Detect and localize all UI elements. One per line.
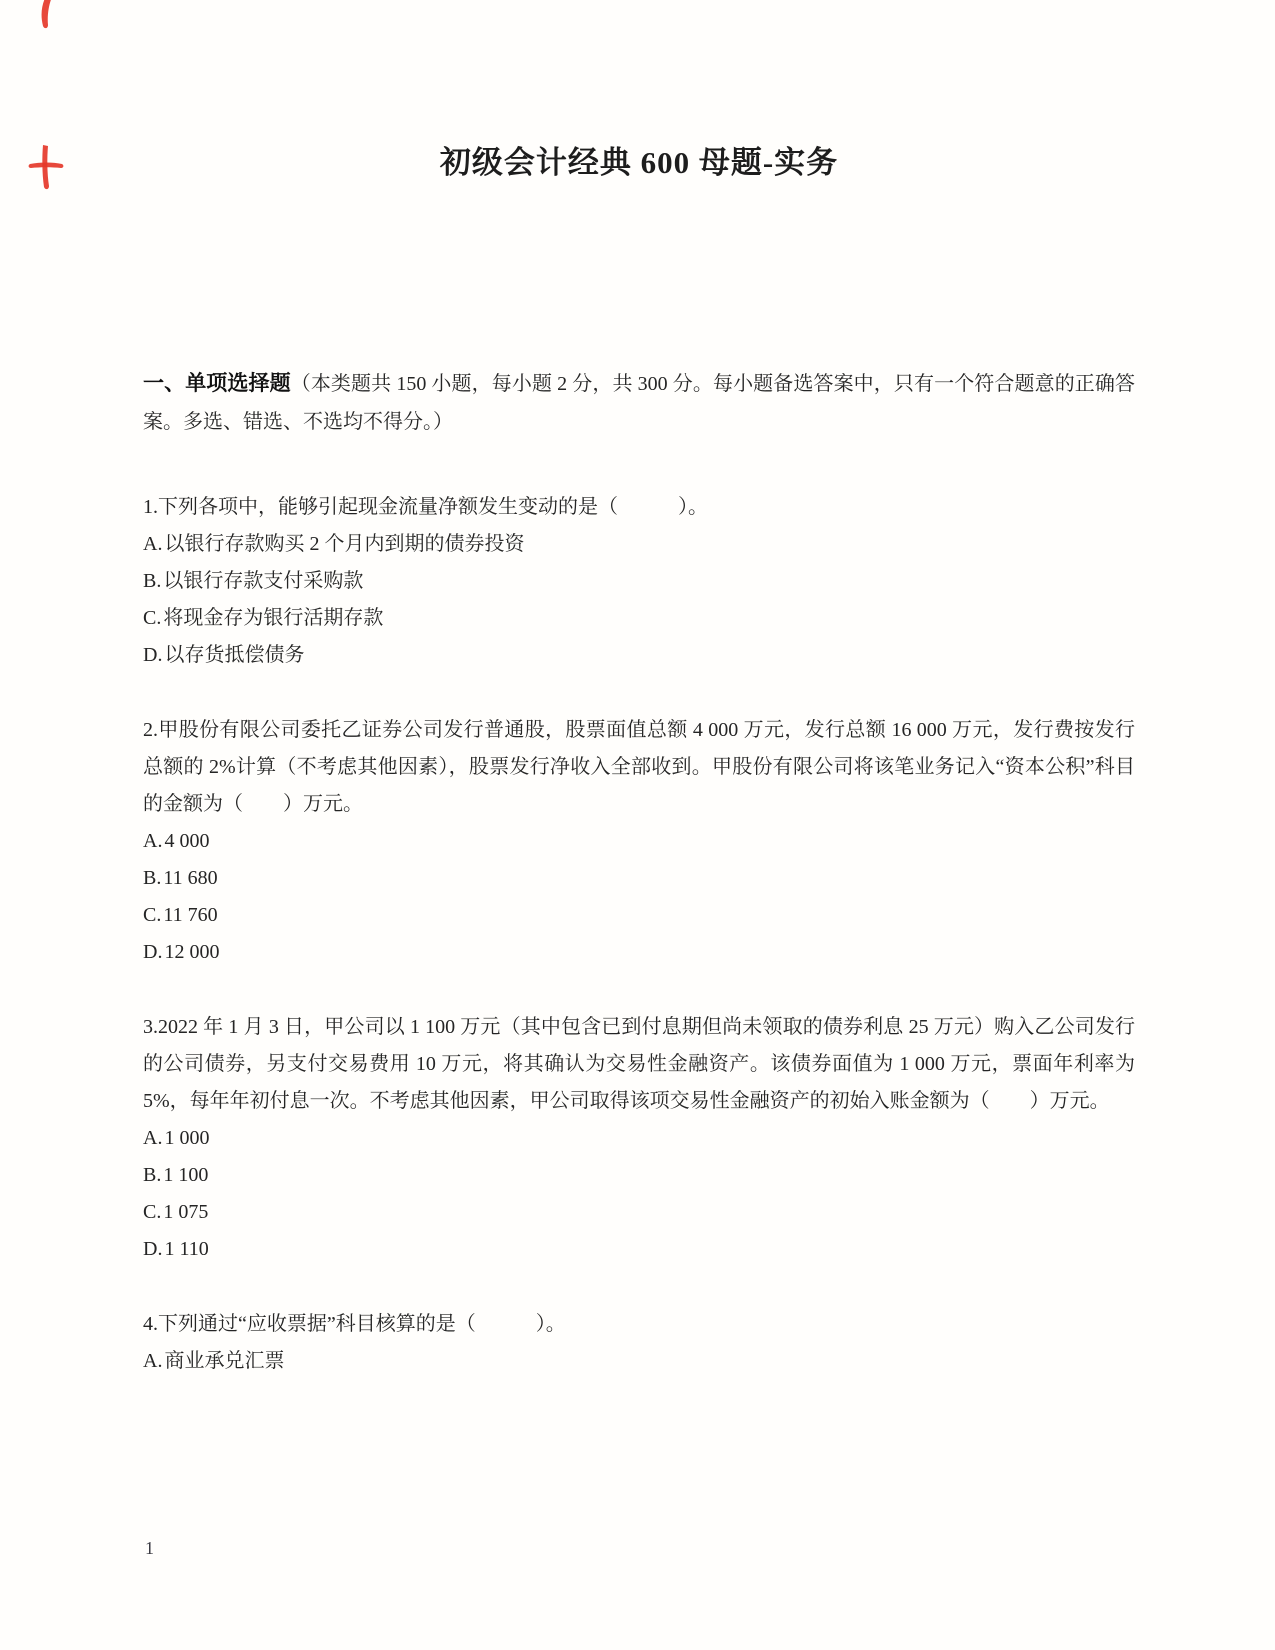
option-row-b <box>143 563 1135 600</box>
question-number: 2. <box>143 719 158 741</box>
option-row-a <box>143 823 1135 860</box>
option-label: C. <box>143 904 162 926</box>
option-row-a <box>143 526 1135 563</box>
question-number: 4. <box>143 1313 158 1335</box>
page-title: 初级会计经典 600 母题-实务 <box>439 145 839 180</box>
question-text: 2022 年 1 月 3 日，甲公司以 1 100 万元（其中包含已到付息期但尚未领取的债券利息 25 万元）购入乙公司发行的公司债券，另支付交易费用 10 万元，将其确认为交易性金融资产。该债券面值为 1 000 万元，票面年利率为 5%，每年年初付息一次。不考虑其他因素，甲公司取得该项交易性金融资产的初始入账金额为（ ）万元。 <box>143 1016 1135 1112</box>
section-heading <box>143 364 1135 441</box>
red-ink-stroke-mark <box>32 0 58 30</box>
option-text: 1 110 <box>164 1238 209 1260</box>
red-ink-plus-mark <box>27 137 65 193</box>
question-text: 下列各项中，能够引起现金流量净额发生变动的是（ ）。 <box>158 496 708 518</box>
options-list <box>143 526 1135 674</box>
option-text: 4 000 <box>164 830 210 852</box>
question-block-3 <box>143 1009 1135 1268</box>
option-text: 以存货抵偿债务 <box>164 644 305 666</box>
question-text: 下列通过“应收票据”科目核算的是（ ）。 <box>158 1313 566 1335</box>
option-text: 1 100 <box>163 1164 209 1186</box>
option-row-a <box>143 1343 1135 1380</box>
option-text: 11 680 <box>163 867 218 889</box>
option-row-b <box>143 860 1135 897</box>
question-stem <box>143 1009 1135 1120</box>
option-text: 以银行存款支付采购款 <box>163 570 364 592</box>
option-row-c <box>143 897 1135 934</box>
section-heading-bold: 一、单项选择题 <box>143 371 291 395</box>
option-label: A. <box>143 1350 163 1372</box>
option-text: 以银行存款购买 2 个月内到期的债券投资 <box>164 533 525 555</box>
option-text: 11 760 <box>163 904 218 926</box>
question-stem <box>143 1306 1135 1343</box>
option-label: B. <box>143 1164 162 1186</box>
option-row-c <box>143 600 1135 637</box>
option-label: C. <box>143 607 162 629</box>
question-stem <box>143 489 1135 526</box>
page-number: 1 <box>145 1538 154 1558</box>
option-text: 1 000 <box>164 1127 210 1149</box>
question-block-4 <box>143 1306 1135 1380</box>
option-text: 12 000 <box>164 941 220 963</box>
option-row-d <box>143 637 1135 674</box>
option-label: A. <box>143 1127 163 1149</box>
option-label: B. <box>143 570 162 592</box>
options-list <box>143 1343 1135 1380</box>
option-row-d <box>143 1231 1135 1268</box>
option-row-a <box>143 1120 1135 1157</box>
option-label: D. <box>143 1238 163 1260</box>
option-row-c <box>143 1194 1135 1231</box>
section-heading-rest: （本类题共 150 小题，每小题 2 分，共 300 分。每小题备选答案中，只有一个符合题意的正确答案。多选、错选、不选均不得分。） <box>143 373 1136 433</box>
question-block-2 <box>143 712 1135 971</box>
question-number: 3. <box>143 1016 158 1038</box>
option-label: B. <box>143 867 162 889</box>
option-text: 1 075 <box>163 1201 209 1223</box>
option-text: 商业承兑汇票 <box>164 1350 285 1372</box>
option-label: A. <box>143 533 163 555</box>
option-text: 将现金存为银行活期存款 <box>163 607 384 629</box>
option-row-d <box>143 934 1135 971</box>
question-text: 甲股份有限公司委托乙证券公司发行普通股，股票面值总额 4 000 万元，发行总额 16 000 万元，发行费按发行总额的 2%计算（不考虑其他因素），股票发行净收入全部收到。甲股份有限公司将该笔业务记入“资本公积”科目的金额为（ ）万元。 <box>143 719 1135 815</box>
option-label: C. <box>143 1201 162 1223</box>
question-number: 1. <box>143 496 158 518</box>
question-stem <box>143 712 1135 823</box>
option-label: A. <box>143 830 163 852</box>
question-block-1 <box>143 489 1135 674</box>
option-row-b <box>143 1157 1135 1194</box>
option-label: D. <box>143 644 163 666</box>
option-label: D. <box>143 941 163 963</box>
options-list <box>143 823 1135 971</box>
options-list <box>143 1120 1135 1268</box>
